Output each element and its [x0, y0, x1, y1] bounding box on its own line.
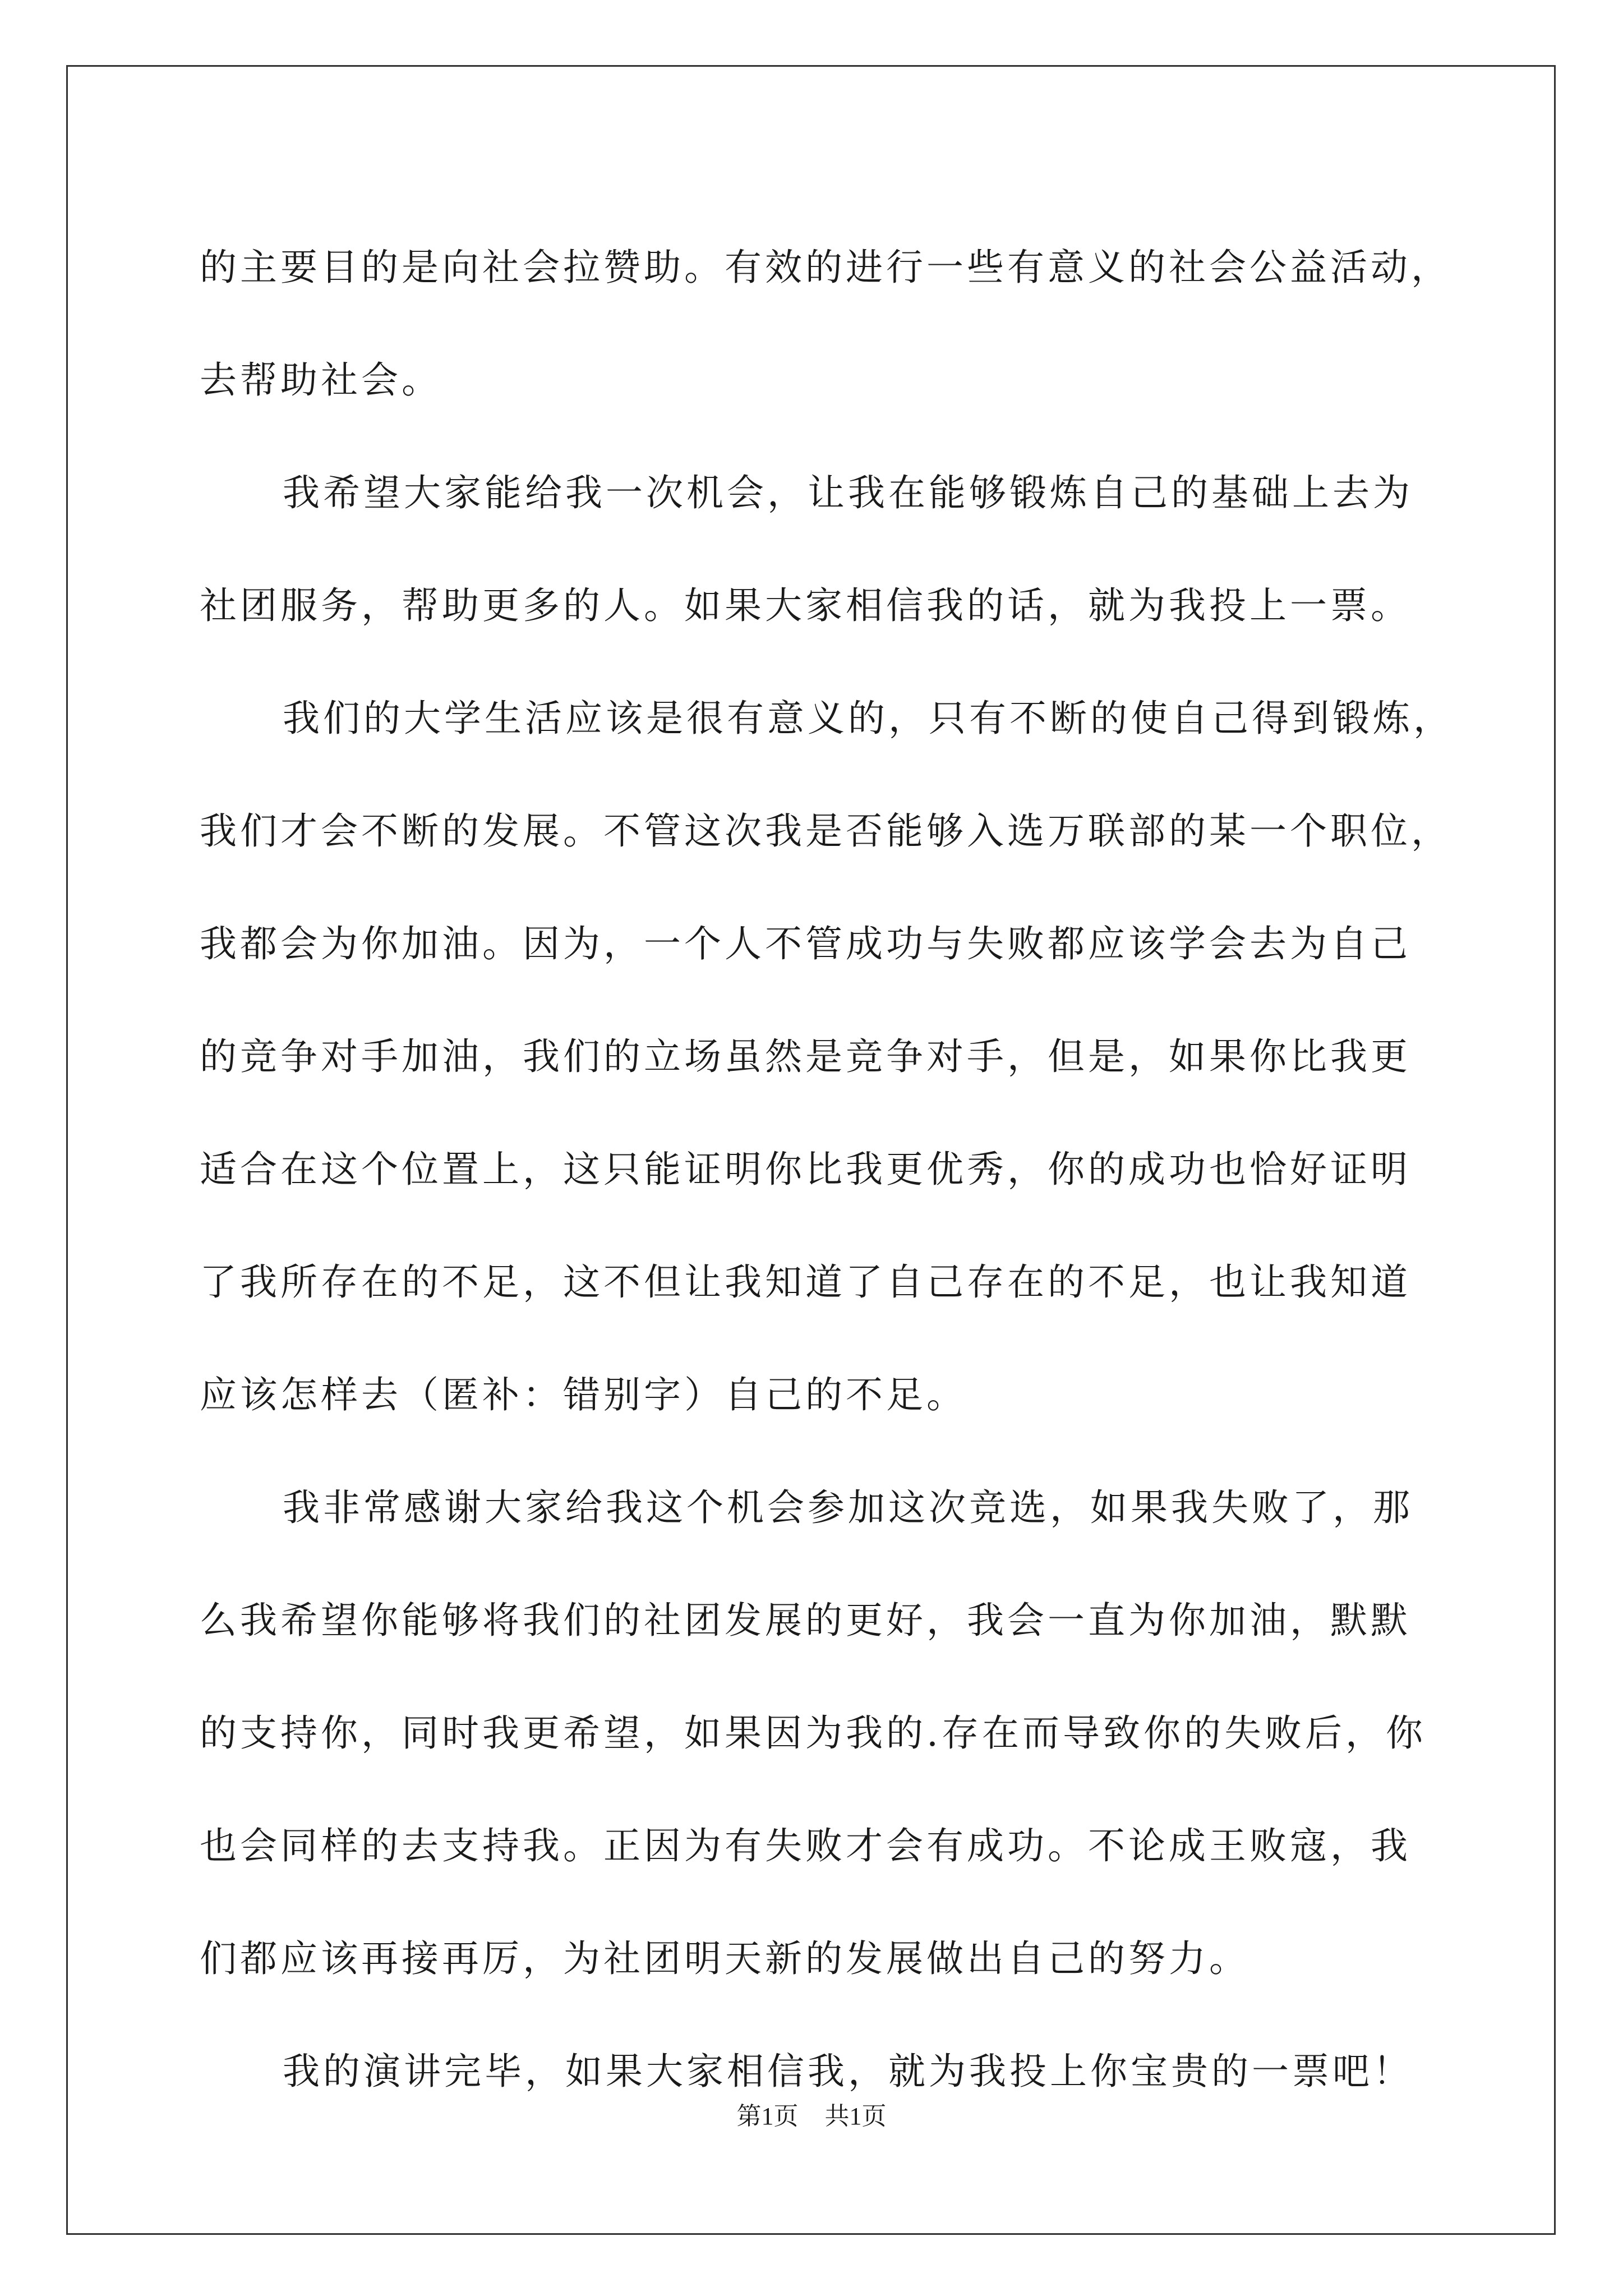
text-line: 的支持你，同时我更希望，如果因为我的.存在而导致你的失败后，你 — [200, 1711, 1426, 1755]
text-line: 们都应该再接再厉，为社团明天新的发展做出自己的努力。 — [200, 1937, 1249, 1980]
paragraph-start-line: 我非常感谢大家给我这个机会参加这次竞选，如果我失败了，那 — [283, 1486, 1413, 1529]
text-line: 么我希望你能够将我们的社团发展的更好，我会一直为你加油，默默 — [200, 1599, 1411, 1642]
text-line: 了我所存在的不足，这不但让我知道了自己存在的不足，也让我知道 — [200, 1260, 1411, 1304]
page-total: 共1页 — [824, 2102, 887, 2130]
paragraph-start-line: 我们的大学生活应该是很有意义的，只有不断的使自己得到锻炼， — [283, 697, 1454, 740]
text-line: 去帮助社会。 — [200, 358, 442, 402]
document-body — [200, 211, 1454, 2128]
text-line: 的竞争对手加油，我们的立场虽然是竞争对手，但是，如果你比我更 — [200, 1035, 1411, 1078]
text-line: 我都会为你加油。因为，一个人不管成功与失败都应该学会去为自己 — [200, 922, 1411, 965]
page-footer — [0, 2096, 1623, 2132]
page-number: 第1页 — [736, 2102, 799, 2130]
text-line: 也会同样的去支持我。正因为有失败才会有成功。不论成王败寇，我 — [200, 1824, 1411, 1867]
text-line: 的主要目的是向社会拉赞助。有效的进行一些有意义的社会公益活动， — [200, 246, 1451, 289]
text-line: 社团服务，帮助更多的人。如果大家相信我的话，就为我投上一票。 — [200, 584, 1411, 627]
text-line: 我们才会不断的发展。不管这次我是否能够入选万联部的某一个职位， — [200, 809, 1451, 853]
paragraph-start-line: 我的演讲完毕，如果大家相信我，就为我投上你宝贵的一票吧！ — [283, 2050, 1413, 2093]
paragraph-start-line: 我希望大家能给我一次机会，让我在能够锻炼自己的基础上去为 — [283, 471, 1413, 514]
text-line: 适合在这个位置上，这只能证明你比我更优秀，你的成功也恰好证明 — [200, 1148, 1411, 1191]
text-line: 应该怎样去（匿补：错别字）自己的不足。 — [200, 1373, 967, 1416]
